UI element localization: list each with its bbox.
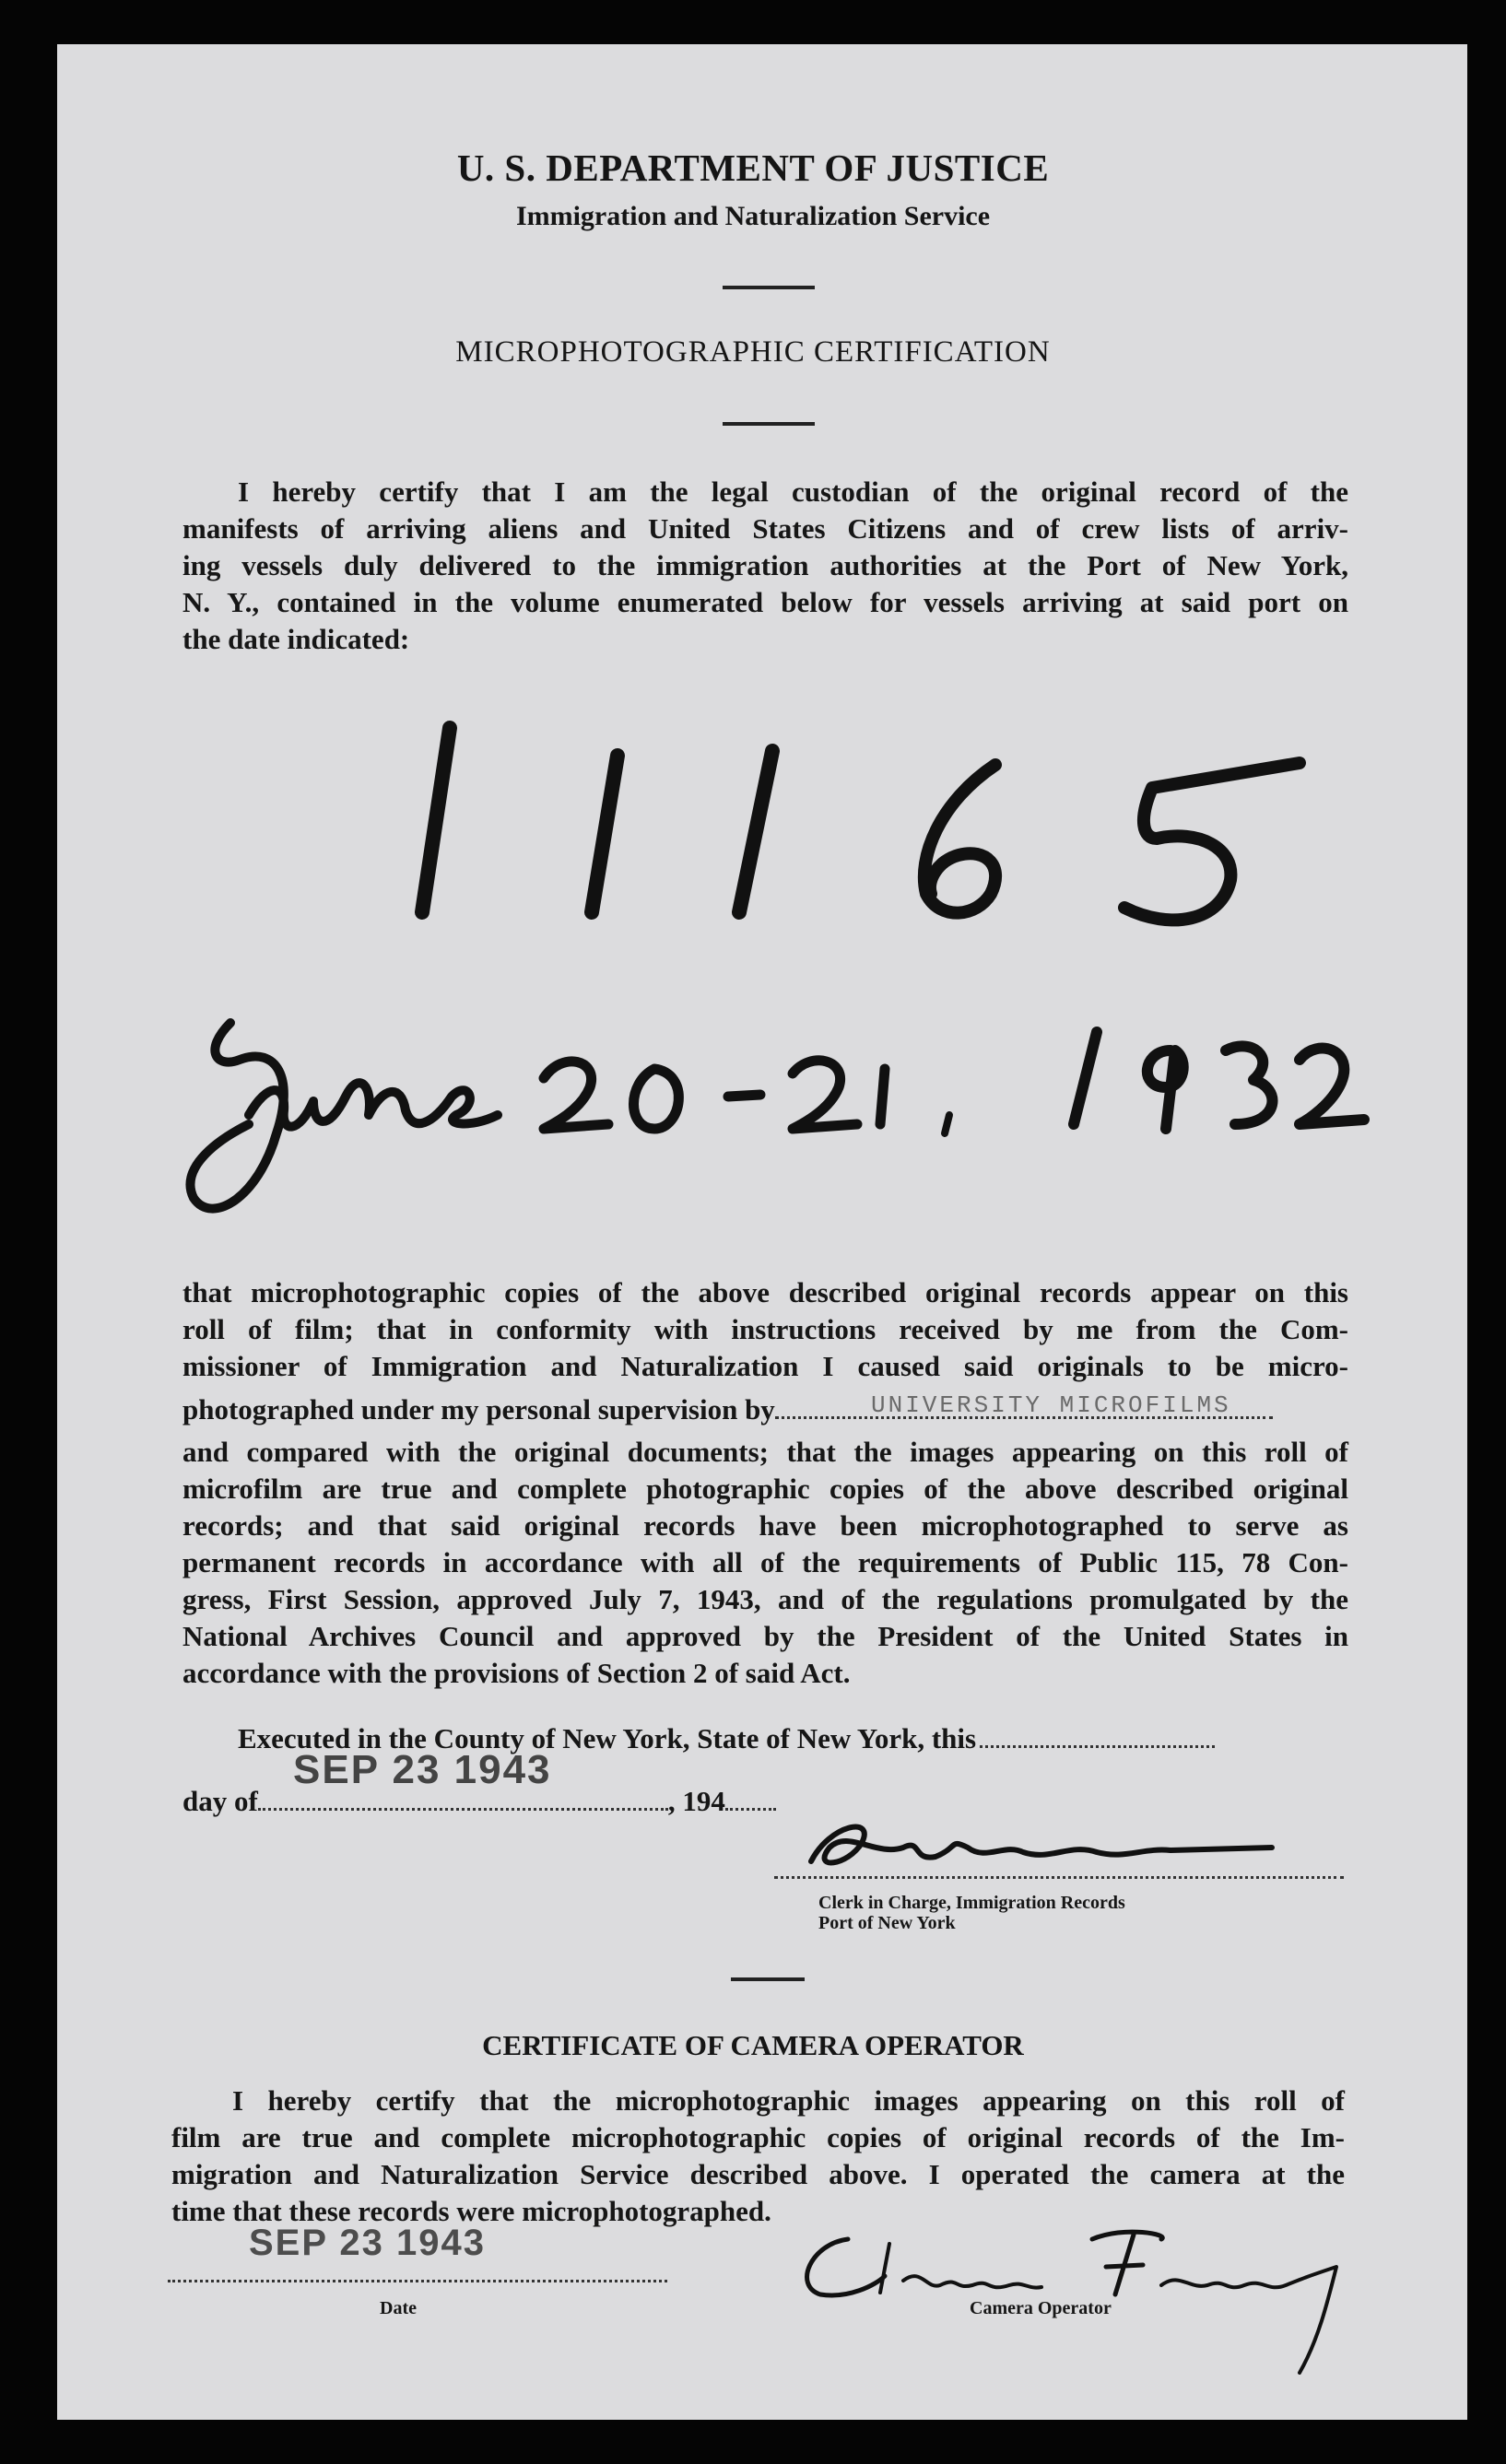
service-subtitle: Immigration and Naturalization Service xyxy=(515,201,991,231)
camera-paragraph xyxy=(171,2083,1345,2230)
body-paragraph xyxy=(182,1274,1348,1385)
agency-title: U. S. DEPARTMENT OF JUSTICE xyxy=(456,147,1050,189)
execution-dots xyxy=(980,1725,1215,1748)
body-line: roll of film; that in conformity with instructions received by me from the Com- xyxy=(182,1313,1348,1345)
camera-line: time that these records were microphotographed. xyxy=(171,2195,771,2227)
year-dots xyxy=(725,1788,776,1811)
camera-certificate-title: CERTIFICATE OF CAMERA OPERATOR xyxy=(482,2029,1024,2061)
camera-line: film are true and complete microphotographic copies of original records of the Im- xyxy=(171,2121,1345,2153)
intro-line: I hereby certify that I am the legal custodian of the original record of the xyxy=(238,475,1348,508)
intro-line: manifests of arriving aliens and United States Citizens and of crew lists of arriv- xyxy=(182,512,1348,545)
body-paragraph-continued xyxy=(182,1434,1348,1692)
date-label: Date xyxy=(380,2298,417,2318)
header-divider-2 xyxy=(723,422,815,426)
clerk-title: Clerk in Charge, Immigration Records xyxy=(818,1893,1125,1913)
body-line: gress, First Session, approved July 7, 1943, and of the regulations promulgated by the xyxy=(182,1583,1348,1615)
date-dots xyxy=(168,2280,667,2282)
body-line: missioner of Immigration and Naturalization I caused said originals to be micro- xyxy=(182,1350,1348,1382)
handwritten-volume-number xyxy=(387,700,1309,958)
body-line: National Archives Council and approved by the President of the United States in xyxy=(182,1620,1348,1652)
body-line: permanent records in accordance with all of the requirements of Public 115, 78 Con- xyxy=(182,1546,1348,1578)
certification-title: MICROPHOTOGRAPHIC CERTIFICATION xyxy=(455,335,1051,369)
handwritten-dates xyxy=(175,995,1447,1235)
year-label: , 194 xyxy=(667,1785,725,1817)
camera-operator-label: Camera Operator xyxy=(970,2298,1112,2318)
camera-operator-signature xyxy=(774,2212,1373,2377)
intro-line: N. Y., contained in the volume enumerated below for vessels arriving at said port on xyxy=(182,586,1348,618)
intro-paragraph xyxy=(182,474,1348,658)
header-divider-1 xyxy=(723,286,815,289)
clerk-port: Port of New York xyxy=(818,1913,956,1933)
camera-date-stamp: SEP 23 1943 xyxy=(249,2223,487,2263)
clerk-signature xyxy=(774,1806,1290,1880)
intro-line: ing vessels duly delivered to the immigration authorities at the Port of New York, xyxy=(182,549,1348,581)
execution-date-stamp: SEP 23 1943 xyxy=(293,1747,552,1792)
body-line: records; and that said original records have been microphotographed to serve as xyxy=(182,1509,1348,1542)
camera-line: migration and Naturalization Service described above. I operated the camera at the xyxy=(171,2158,1345,2190)
body-line: accordance with the provisions of Section 2 of said Act. xyxy=(182,1657,851,1689)
body-line: microfilm are true and complete photographic copies of the above described original xyxy=(182,1473,1348,1505)
day-of-label: day of xyxy=(182,1785,258,1817)
camera-line: I hereby certify that the microphotographic images appearing on this roll of xyxy=(232,2084,1345,2117)
microfilm-company-field: UNIVERSITY MICROFILMS xyxy=(871,1391,1231,1419)
body-line: and compared with the original documents; that the images appearing on this roll of xyxy=(182,1436,1348,1468)
body-line: that microphotographic copies of the above described original records appear on this xyxy=(182,1276,1348,1308)
execution-text: Executed in the County of New York, State of New York, this xyxy=(238,1722,977,1754)
clerk-signature-dots xyxy=(774,1876,1344,1879)
section-divider xyxy=(731,1977,805,1981)
intro-line: the date indicated: xyxy=(182,623,410,655)
supervision-label: photographed under my personal supervision by xyxy=(182,1393,775,1426)
